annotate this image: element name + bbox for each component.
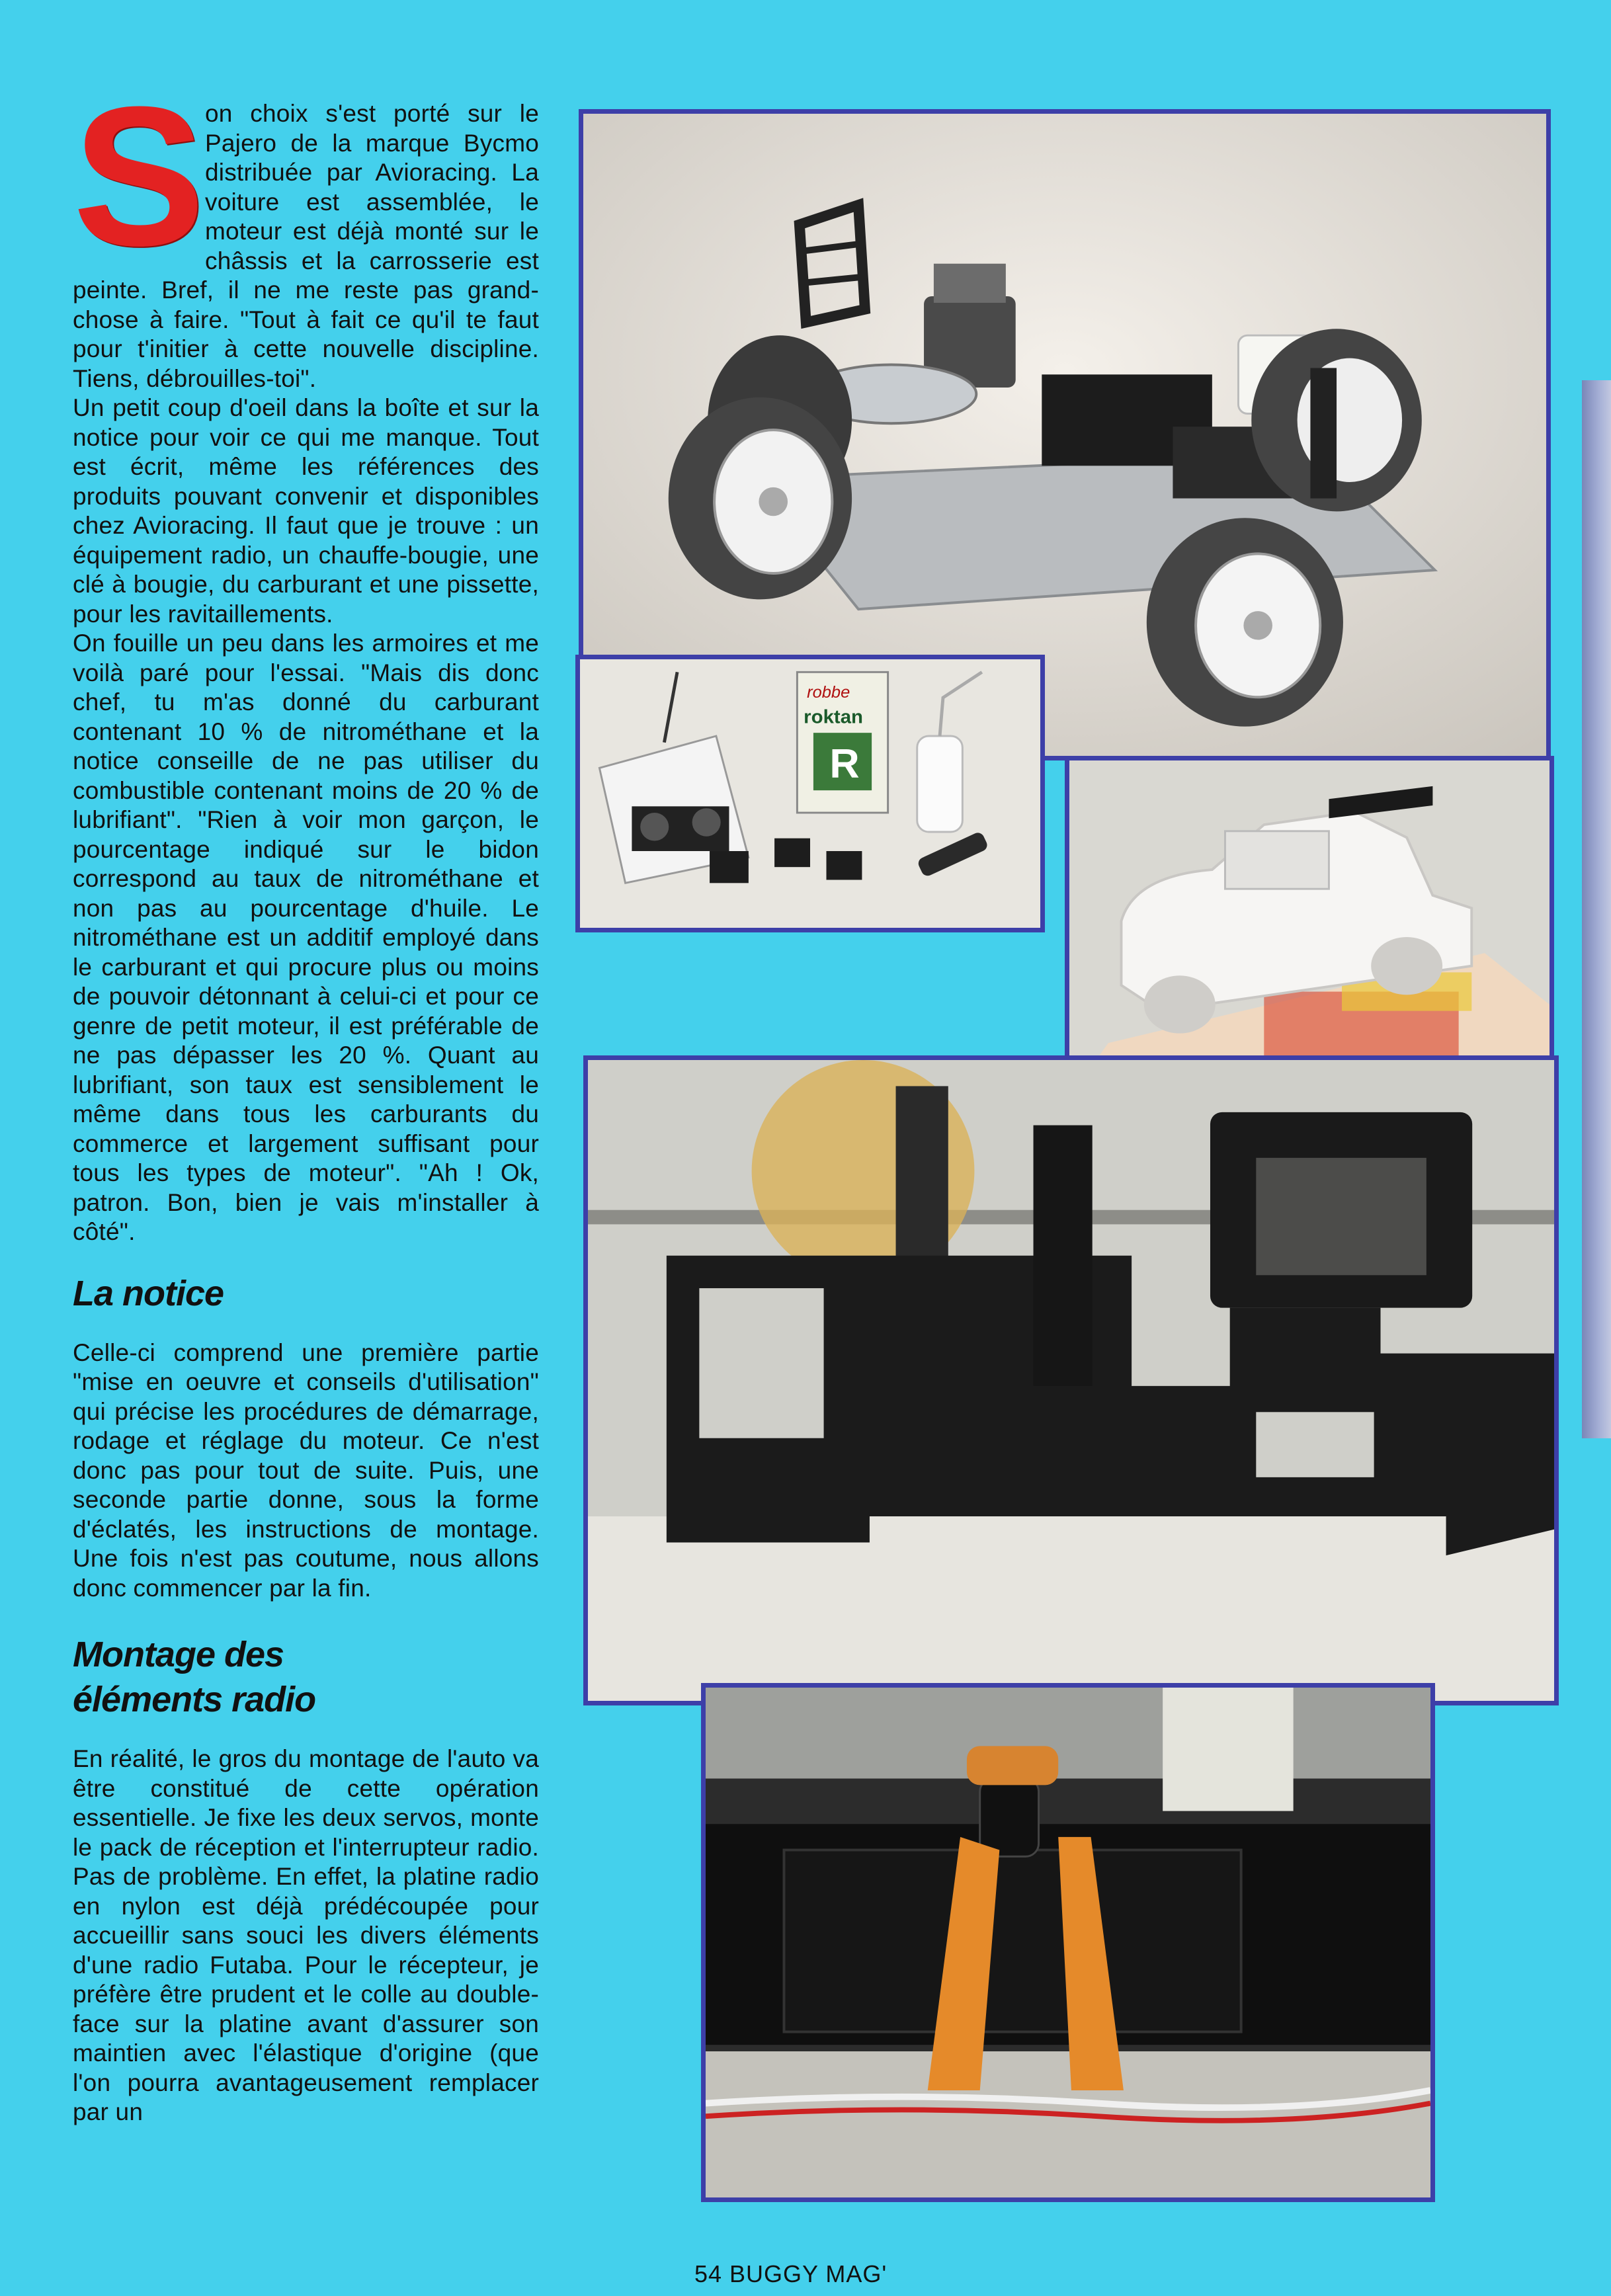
heading-montage-line-2: éléments radio (73, 1680, 316, 1719)
photo-radio-plate (583, 1055, 1559, 1705)
fuel-can-brand: robbe (807, 683, 850, 702)
intro-paragraph (73, 65, 539, 393)
paragraph-3: On fouille un peu dans les armoires et me voilà paré pour l'essai. "Mais dis donc chef, tu m'as donné du carburant contenant 10 % de nitrométhane et la notice conseille de ne pas utiliser du combustible contenant moins de 20 % de lubrifiant". "Rien à voir mon garçon, le pourcentage indiqué sur le bidon correspond au taux de nitrométhane et non pas au pourcentage d'huile. Le nitrométhane est un additif employé dans le carburant et qui procure plus ou moins de pouvoir détonnant à celui-ci et pour ce genre de petit moteur, il est préférable de ne pas dépasser les 20 %. Quant au lubrifiant, son taux est sensiblement le même dans tous les carburants du commerce et largement suffisant pour tous les types de moteur". "Ah ! Ok, patron. Bon, bien je vais m'installer à côté". (73, 630, 539, 1245)
photo-receiver (701, 1683, 1435, 2202)
receiver-illustration (706, 1688, 1430, 2197)
body-shell-illustration (1069, 760, 1549, 1070)
fuel-can-name: roktan (804, 706, 864, 728)
heading-montage-line-1: Montage des (73, 1635, 284, 1674)
photo-equipment (575, 655, 1045, 932)
wheel-rear-right (1147, 518, 1343, 726)
fuel-can-letter: R (829, 741, 860, 787)
paragraph-2: Un petit coup d'oeil dans la boîte et sur la notice pour voir ce qui me manque. Tout est écrit, même les références des produits pouvant convenir et disponibles chez Avioracing. Il faut que je trouve : un équipement radio, un chauffe-bougie, une clé à bougie, du carburant et une pissette, pour les ravitaillements. (73, 394, 539, 628)
paragraph-notice: Celle-ci comprend une première partie "mise en oeuvre et conseils d'utilisation" qui précise les procédures de démarrage, rodage et réglage du moteur. Ce n'est donc pas pour tout de suite. Puis, une seconde partie donne, sous la forme d'éclatés, les instructions de montage. Une fois n'est pas coutume, nous allons donc commencer par la fin. (73, 1338, 539, 1602)
paragraph-montage: En réalité, le gros du montage de l'auto va être constitué de cette opération essentielle. Je fixe les deux servos, monte le pack de réception et l'interrupteur radio. Pas de problème. En effet, la platine radio en nylon est déjà prédécoupée pour accueillir sans souci les divers éléments d'une radio Futaba. Pour le récepteur, je préfère être prudent et le colle au double-face sur la platine avant d'assurer son maintien avec l'élastique d'origine (que l'on pourra avantageusement remplacer par un (73, 1745, 539, 2125)
article-text-column (73, 65, 539, 2127)
equipment-illustration (580, 659, 1040, 928)
wheel-front-left (669, 397, 852, 600)
photo-body-shell (1065, 756, 1554, 1075)
intro-text: on choix s'est porté sur le Pajero de la marque Bycmo distribuée par Avioracing. La voiture est assemblée, le moteur est déjà monté sur le châssis et la carrosserie est peinte. Bref, il ne me reste pas grand-chose à faire. "Tout à fait ce qu'il te faut pour t'initier à cette nouvelle discipline. Tiens, débrouilles-toi". (73, 100, 539, 392)
page-number: 54 BUGGY MAG' (694, 2260, 888, 2287)
drop-cap: S (73, 65, 202, 287)
radio-plate-illustration (588, 1060, 1554, 1701)
page-edge-stripe (1582, 380, 1611, 1438)
heading-la-notice: La notice (73, 1273, 224, 1313)
